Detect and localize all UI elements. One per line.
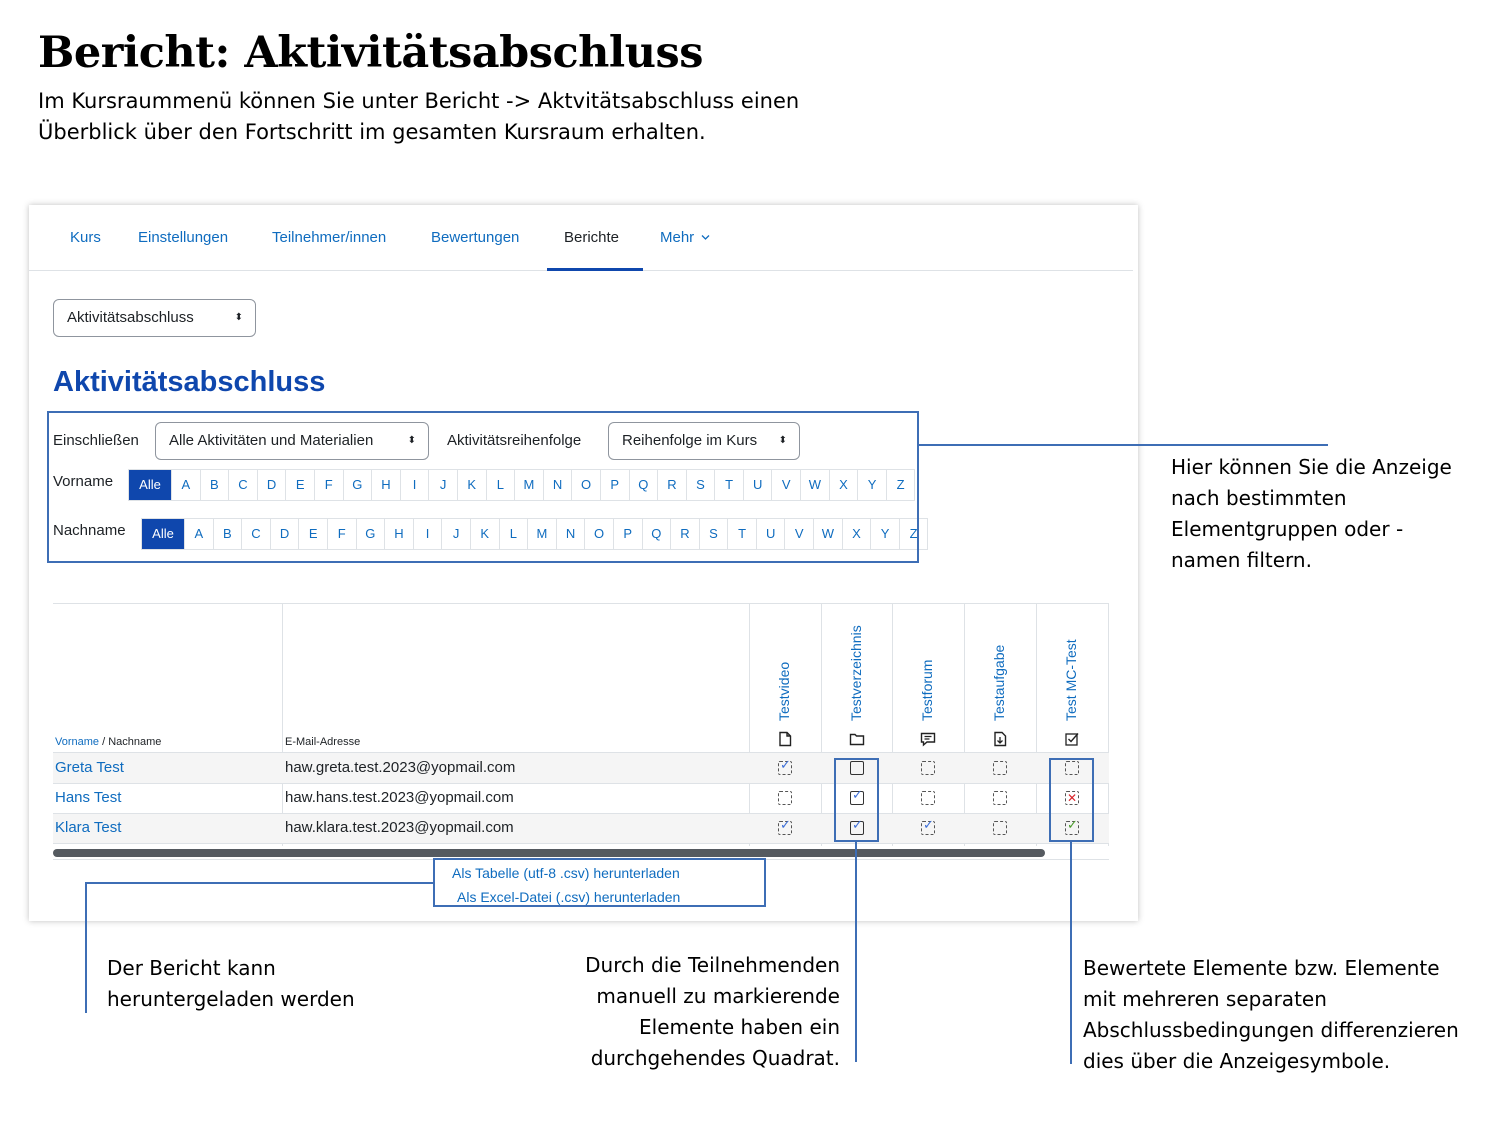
lastname-filter-letter-d[interactable]: D	[270, 519, 299, 549]
select-arrows-icon: ⬍	[234, 312, 243, 323]
lastname-filter-letter-x[interactable]: X	[842, 519, 871, 549]
horizontal-scrollbar[interactable]	[53, 849, 1045, 857]
nav-item-mehr[interactable]	[660, 205, 710, 271]
active-tab-indicator	[547, 268, 643, 271]
download-csv-utf8-link[interactable]: Als Tabelle (utf-8 .csv) herunterladen	[452, 865, 680, 881]
completion-status-auto-complete-icon: ✓	[778, 761, 792, 775]
firstname-filter-letter-k[interactable]: K	[457, 470, 486, 500]
firstname-filter-letter-f[interactable]: F	[314, 470, 343, 500]
participant-name-link[interactable]: Klara Test	[55, 819, 122, 836]
firstname-filter-all[interactable]: Alle	[129, 470, 171, 500]
firstname-filter-letter-x[interactable]: X	[829, 470, 858, 500]
firstname-filter-letter-r[interactable]: R	[657, 470, 686, 500]
firstname-filter-letter-p[interactable]: P	[600, 470, 629, 500]
select-arrows-icon: ⬍	[407, 435, 416, 446]
manual-annotation: Durch die Teilnehmenden manuell zu markierende Elemente haben ein durchgehendes Quadrat.	[585, 953, 840, 1070]
include-value: Alle Aktivitäten und Materialien	[169, 432, 374, 449]
completion-status-auto-fail-icon: ✕	[1067, 791, 1078, 805]
lastname-filter-letter-k[interactable]: K	[470, 519, 499, 549]
report-type-value: Aktivitätsabschluss	[67, 309, 194, 326]
firstname-filter-letter-j[interactable]: J	[428, 470, 457, 500]
manual-connector-line	[855, 842, 857, 1062]
download-connector-horizontal	[86, 882, 434, 884]
firstname-filter-letter-e[interactable]: E	[285, 470, 314, 500]
sort-lastname-link[interactable]: Nachname	[108, 736, 162, 748]
completion-status-auto-incomplete-icon	[993, 791, 1007, 805]
graded-annotation: Bewertete Elemente bzw. Elemente mit mehreren separaten Abschlussbedingungen differenzieren dies über die Anzeigesymbole.	[1083, 956, 1459, 1073]
firstname-filter-letter-d[interactable]: D	[257, 470, 286, 500]
completion-status-auto-incomplete-icon	[778, 791, 792, 805]
folder-icon	[849, 731, 865, 747]
completion-status-auto-complete-icon: ✓	[921, 821, 935, 835]
firstname-filter-letter-a[interactable]: A	[171, 470, 200, 500]
firstname-filter-letter-c[interactable]: C	[228, 470, 257, 500]
lastname-filter-letter-t[interactable]: T	[727, 519, 756, 549]
course-navigation	[29, 205, 1133, 271]
moodle-screenshot-panel	[29, 205, 1138, 921]
firstname-filter-letter-s[interactable]: S	[686, 470, 715, 500]
completion-status-auto-complete-icon: ✓	[778, 821, 792, 835]
sort-firstname-link[interactable]: Vorname	[55, 736, 100, 748]
lastname-filter-letter-e[interactable]: E	[298, 519, 327, 549]
participant-name-link[interactable]: Hans Test	[55, 789, 122, 806]
download-highlight-box	[433, 858, 766, 907]
include-label: Einschließen	[53, 432, 139, 449]
firstname-filter-letter-w[interactable]: W	[800, 470, 829, 500]
lastname-filter-letter-l[interactable]: L	[499, 519, 528, 549]
lastname-filter-letter-u[interactable]: U	[756, 519, 785, 549]
activity-header-link[interactable]: Testverzeichnis	[848, 625, 864, 721]
forum-icon	[920, 731, 936, 747]
lastname-filter-letter-s[interactable]: S	[699, 519, 728, 549]
participant-email: haw.greta.test.2023@yopmail.com	[285, 759, 516, 776]
download-annotation: Der Bericht kann heruntergeladen werden	[107, 956, 355, 1011]
lastname-filter-letter-j[interactable]: J	[441, 519, 470, 549]
lastname-filter-label: Nachname	[53, 522, 126, 539]
participant-name-link[interactable]: Greta Test	[55, 759, 124, 776]
lastname-filter-letter-p[interactable]: P	[613, 519, 642, 549]
nav-item-bewertungen[interactable]: Bewertungen	[431, 229, 520, 246]
quiz-icon	[1064, 731, 1080, 747]
completion-status-auto-incomplete-icon	[993, 761, 1007, 775]
firstname-filter-letter-b[interactable]: B	[200, 470, 229, 500]
firstname-filter-letter-l[interactable]: L	[486, 470, 515, 500]
chevron-down-icon	[701, 234, 710, 241]
completion-status-manual-complete-icon[interactable]: ✓	[850, 791, 864, 805]
filter-highlight-box	[47, 411, 919, 563]
lastname-filter-letter-v[interactable]: V	[784, 519, 813, 549]
nav-item-mehr-label: Mehr	[660, 229, 695, 246]
download-csv-excel-link[interactable]: Als Excel-Datei (.csv) herunterladen	[457, 889, 681, 905]
nav-item-teilnehmer[interactable]: Teilnehmer/innen	[272, 229, 387, 246]
firstname-filter-letter-q[interactable]: Q	[629, 470, 658, 500]
nav-item-kurs[interactable]: Kurs	[70, 229, 101, 246]
firstname-filter-letter-y[interactable]: Y	[857, 470, 886, 500]
lastname-filter-letter-y[interactable]: Y	[870, 519, 899, 549]
participant-email: haw.klara.test.2023@yopmail.com	[285, 819, 514, 836]
completion-status-manual-complete-icon[interactable]: ✓	[850, 821, 864, 835]
download-connector-vertical	[85, 882, 87, 1013]
file-icon	[777, 731, 793, 747]
firstname-filter-letter-t[interactable]: T	[714, 470, 743, 500]
lastname-filter-all[interactable]: Alle	[142, 519, 184, 549]
lastname-filter-letter-o[interactable]: O	[584, 519, 613, 549]
header-separator: /	[99, 736, 109, 748]
lastname-filter-letter-q[interactable]: Q	[642, 519, 671, 549]
email-column-header: E-Mail-Adresse	[285, 736, 361, 748]
completion-table	[53, 603, 1109, 860]
lastname-filter-letter-c[interactable]: C	[241, 519, 270, 549]
completion-status-auto-incomplete-icon	[921, 761, 935, 775]
select-arrows-icon: ⬍	[778, 435, 787, 446]
document-intro: Im Kursraummenü können Sie unter Bericht -> Aktvitätsabschluss einen Überblick über den Fortschritt im gesamten Kursraum erhalten.	[38, 89, 800, 144]
firstname-filter-letter-i[interactable]: I	[400, 470, 429, 500]
firstname-filter-letter-z[interactable]: Z	[886, 470, 915, 500]
activity-header-link[interactable]: Testaufgabe	[991, 644, 1007, 721]
firstname-filter-letter-v[interactable]: V	[771, 470, 800, 500]
activity-order-label: Aktivitätsreihenfolge	[447, 432, 582, 449]
firstname-filter-letter-g[interactable]: G	[343, 470, 372, 500]
nav-item-berichte[interactable]: Berichte	[564, 229, 620, 246]
lastname-filter-letter-i[interactable]: I	[413, 519, 442, 549]
firstname-filter-letter-u[interactable]: U	[743, 470, 772, 500]
lastname-filter-letter-g[interactable]: G	[356, 519, 385, 549]
lastname-filter-letter-b[interactable]: B	[213, 519, 242, 549]
activity-header-link[interactable]: Test MC-Test	[1063, 639, 1079, 721]
assignment-icon	[992, 731, 1008, 747]
firstname-filter-letter-m[interactable]: M	[514, 470, 543, 500]
graded-items-highlight-box	[1049, 758, 1094, 842]
activity-header-link[interactable]: Testforum	[919, 659, 935, 721]
firstname-filter-label: Vorname	[53, 473, 114, 490]
lastname-filter-letter-a[interactable]: A	[184, 519, 213, 549]
page-heading: Aktivitätsabschluss	[53, 366, 326, 398]
firstname-filter-letter-n[interactable]: N	[543, 470, 572, 500]
nav-item-einstellungen[interactable]: Einstellungen	[138, 229, 229, 246]
completion-status-auto-pass-icon: ✓	[1065, 821, 1079, 835]
activity-order-value: Reihenfolge im Kurs	[622, 432, 758, 449]
lastname-filter-letter-w[interactable]: W	[813, 519, 842, 549]
completion-status-auto-incomplete-icon	[993, 821, 1007, 835]
firstname-filter-letter-h[interactable]: H	[371, 470, 400, 500]
filter-connector-line	[919, 444, 1328, 446]
filter-annotation: Hier können Sie die Anzeige nach bestimmten Elementgruppen oder -namen filtern.	[1171, 455, 1452, 572]
graded-connector-line	[1070, 842, 1072, 1064]
document-title: Bericht: Aktivitätsabschluss	[38, 28, 703, 78]
name-column-header	[55, 736, 161, 748]
lastname-filter-letter-n[interactable]: N	[556, 519, 585, 549]
firstname-filter-letter-o[interactable]: O	[571, 470, 600, 500]
lastname-filter-letter-z[interactable]: Z	[899, 519, 928, 549]
participant-email: haw.hans.test.2023@yopmail.com	[285, 789, 514, 806]
lastname-filter-letter-r[interactable]: R	[670, 519, 699, 549]
lastname-filter-letter-h[interactable]: H	[384, 519, 413, 549]
completion-status-auto-incomplete-icon	[921, 791, 935, 805]
manual-items-highlight-box	[834, 758, 879, 842]
lastname-filter-letter-m[interactable]: M	[527, 519, 556, 549]
report-type-select[interactable]	[53, 299, 256, 337]
activity-header-link[interactable]: Testvideo	[776, 661, 792, 721]
lastname-filter-letter-f[interactable]: F	[327, 519, 356, 549]
